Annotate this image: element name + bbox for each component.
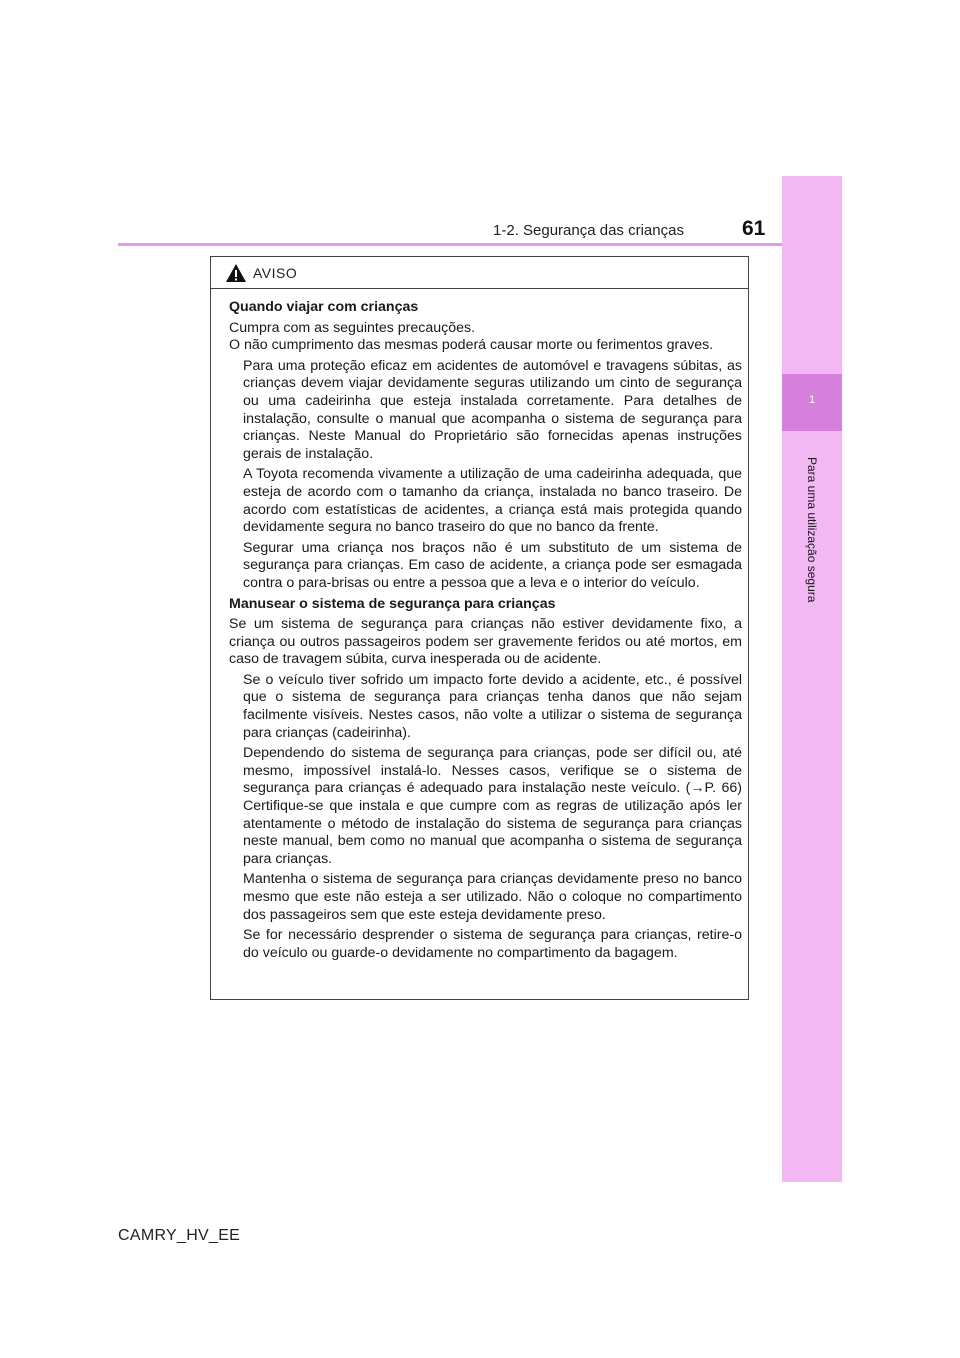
- header-rule: [118, 243, 842, 246]
- warning-header: [211, 257, 748, 289]
- list-item: Se o veículo tiver sofrido um impacto forte devido a acidente, etc., é possível que o sistema de segurança para crianças tenha danos que não sejam facilmente visíveis. Nestes casos, não volte a utilizar o sistema de segurança para crianças (cadeirinha).: [243, 671, 742, 741]
- chapter-label-container: [782, 437, 842, 622]
- warning-box: [210, 256, 749, 1000]
- page-number: 61: [742, 217, 766, 240]
- section-heading-handling: Manusear o sistema de segurança para crianças: [229, 595, 556, 612]
- list-item: Para uma proteção eficaz em acidentes de automóvel e travagens súbitas, as crianças devem viajar devidamente seguras utilizando um cinto de segurança ou uma cadeirinha que esteja instalada corretamente. Para detalhes de instalação, consulte o manual que acompanha o sistema de segurança para crianças. Neste Manual do Proprietário são fornecidas apenas instruções gerais de instalação.: [243, 357, 742, 462]
- list-item: Segurar uma criança nos braços não é um substituto de um sistema de segurança para crianças. Em caso de acidente, a criança pode ser esmagada contra o para-brisas ou entre a pessoa que a leva e o interior do veículo.: [243, 539, 742, 591]
- warning-triangle-icon: [225, 263, 247, 283]
- paragraph: Cumpra com as seguintes precauções.: [229, 319, 476, 336]
- section-title: 1-2. Segurança das crianças: [493, 222, 684, 239]
- chapter-side-tab: [782, 176, 842, 1182]
- list-item: Mantenha o sistema de segurança para crianças devidamente preso no banco mesmo que este não esteja a ser utilizado. Não o coloque no compartimento dos passageiros sem que este esteja devidamente preso.: [243, 871, 742, 923]
- chapter-number-box: [782, 374, 842, 431]
- list-item: Se for necessário desprender o sistema de segurança para crianças, retire-o do veículo ou guarde-o devidamente no compartimento da bagagem.: [243, 927, 742, 961]
- chapter-number: 1: [808, 394, 816, 406]
- section-heading-children: Quando viajar com crianças: [229, 299, 419, 315]
- warning-label: AVISO: [253, 264, 298, 281]
- document-code: CAMRY_HV_EE: [118, 1227, 241, 1244]
- warning-body: [229, 299, 742, 962]
- paragraph: Se um sistema de segurança para crianças não estiver devidamente fixo, a criança ou outros passageiros podem ser gravemente feridos ou até mortos, em caso de travagem súbita, curva inesperada ou de acidente.: [229, 616, 742, 668]
- chapter-label: Para uma utilização segura: [805, 456, 819, 603]
- list-item: A Toyota recomenda vivamente a utilização de uma cadeirinha adequada, que esteja de acordo com o tamanho da criança, instalada no banco traseiro. De acordo com estatísticas de acidentes, a criança está mais protegida quando devidamente segura no banco traseiro do que no banco da frente.: [243, 466, 742, 536]
- paragraph: O não cumprimento das mesmas poderá causar morte ou ferimentos graves.: [229, 337, 714, 354]
- list-item: Dependendo do sistema de segurança para crianças, pode ser difícil ou, até mesmo, impossível instalá-lo. Nesses casos, verifique se o sistema de segurança para crianças é adequado para instalação neste veículo. (→P. 66) Certifique-se que instala e que cumpre com as regras de utilização após ler atentamente o método de instalação do sistema de segurança para crianças neste manual, bem como no manual que acompanha o sistema de segurança para crianças.: [243, 745, 742, 867]
